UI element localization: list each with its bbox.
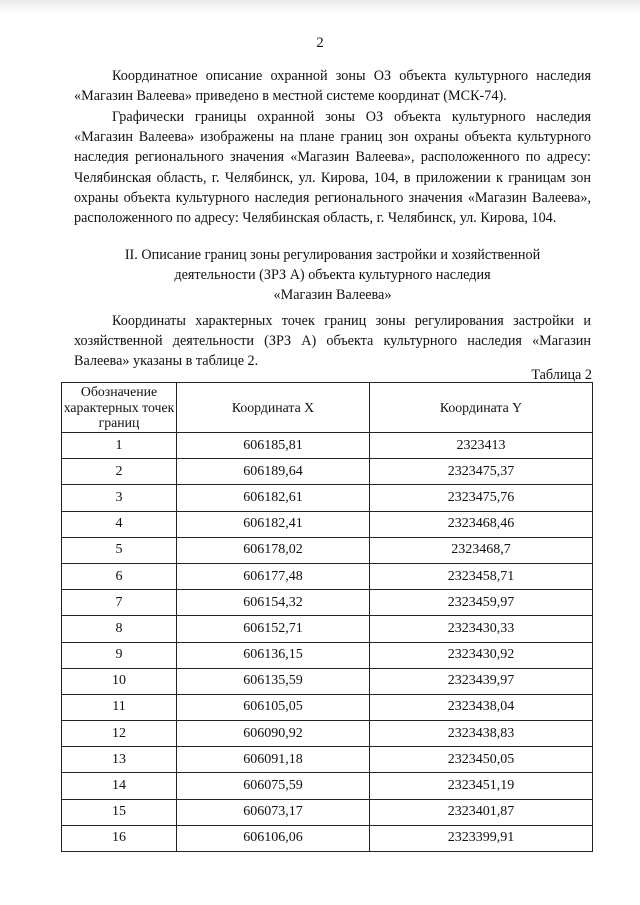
coordinates-table <box>61 382 593 852</box>
table-row <box>62 694 593 720</box>
point-number-cell: 5 <box>62 537 177 563</box>
coordinate-x-cell: 606154,32 <box>177 590 370 616</box>
coordinate-x-cell: 606135,59 <box>177 668 370 694</box>
table-row <box>62 485 593 511</box>
coordinate-y-cell: 2323458,71 <box>370 563 593 589</box>
coordinate-y-cell: 2323438,04 <box>370 694 593 720</box>
paragraph-table-reference: Координаты характерных точек границ зоны регулирования застройки и хозяйственной деятельности (ЗРЗ А) объекта культурного наследия «Магазин Валеева» указаны в таблице 2. <box>74 313 591 370</box>
point-number-cell: 7 <box>62 590 177 616</box>
coordinate-x-cell: 606105,05 <box>177 694 370 720</box>
table-row <box>62 773 593 799</box>
point-number-cell: 10 <box>62 668 177 694</box>
point-number-cell: 4 <box>62 511 177 537</box>
coordinate-x-cell: 606189,64 <box>177 459 370 485</box>
coordinate-y-cell: 2323468,46 <box>370 511 593 537</box>
point-number-cell: 13 <box>62 747 177 773</box>
coordinate-x-cell: 606178,02 <box>177 537 370 563</box>
section-heading <box>74 245 591 306</box>
table-row <box>62 459 593 485</box>
table-header-row <box>62 383 593 433</box>
table-row <box>62 747 593 773</box>
table-row <box>62 721 593 747</box>
coordinate-y-cell: 2323459,97 <box>370 590 593 616</box>
coordinate-y-cell: 2323439,97 <box>370 668 593 694</box>
point-number-cell: 2 <box>62 459 177 485</box>
point-number-cell: 11 <box>62 694 177 720</box>
table-row <box>62 563 593 589</box>
coordinate-x-cell: 606152,71 <box>177 616 370 642</box>
coordinate-y-cell: 2323451,19 <box>370 773 593 799</box>
coordinate-x-cell: 606177,48 <box>177 563 370 589</box>
point-number-cell: 1 <box>62 433 177 459</box>
coordinate-x-cell: 606075,59 <box>177 773 370 799</box>
table-row <box>62 799 593 825</box>
column-header-x: Координата X <box>177 383 370 433</box>
point-number-cell: 6 <box>62 563 177 589</box>
point-number-cell: 9 <box>62 642 177 668</box>
point-number-cell: 16 <box>62 825 177 851</box>
coordinate-x-cell: 606182,61 <box>177 485 370 511</box>
point-number-cell: 15 <box>62 799 177 825</box>
paragraph-graphic-boundaries: Графически границы охранной зоны ОЗ объекта культурного наследия «Магазин Валеева» изображены на плане границ зон охраны объекта культурного наследия регионального значения «Магазин Валеева», расположенного по адресу: Челябинская область, г. Челябинск, ул. Кирова, 104, в приложении к границам зон охраны объекта культурного наследия регионального значения «Магазин Валеева», расположенного по адресу: Челябинская область, г. Челябинск, ул. Кирова, 104. <box>74 109 591 227</box>
table-caption: Таблица 2 <box>531 367 592 383</box>
coordinate-x-cell: 606185,81 <box>177 433 370 459</box>
table-row <box>62 616 593 642</box>
paragraph-coordinate-description: Координатное описание охранной зоны ОЗ объекта культурного наследия «Магазин Валеева» приведено в местной системе координат (МСК-74). <box>74 68 591 105</box>
table-row <box>62 590 593 616</box>
page-number: 2 <box>316 35 324 51</box>
table-row <box>62 642 593 668</box>
coordinate-x-cell: 606091,18 <box>177 747 370 773</box>
table-row <box>62 433 593 459</box>
column-header-point: Обозначение характерных точек границ <box>62 383 177 433</box>
coordinate-x-cell: 606073,17 <box>177 799 370 825</box>
point-number-cell: 12 <box>62 721 177 747</box>
table-row <box>62 537 593 563</box>
coordinate-y-cell: 2323399,91 <box>370 825 593 851</box>
coordinate-x-cell: 606182,41 <box>177 511 370 537</box>
table-row <box>62 511 593 537</box>
column-header-y: Координата Y <box>370 383 593 433</box>
coordinate-y-cell: 2323475,37 <box>370 459 593 485</box>
section-heading-line: II. Описание границ зоны регулирования застройки и хозяйственной <box>124 247 541 263</box>
scan-edge-shadow <box>0 0 640 14</box>
coordinate-y-cell: 2323450,05 <box>370 747 593 773</box>
table-row <box>62 668 593 694</box>
coordinate-y-cell: 2323413 <box>370 433 593 459</box>
table-row <box>62 825 593 851</box>
point-number-cell: 14 <box>62 773 177 799</box>
coordinate-y-cell: 2323401,87 <box>370 799 593 825</box>
section-heading-line: «Магазин Валеева» <box>273 287 392 304</box>
coordinate-y-cell: 2323438,83 <box>370 721 593 747</box>
coordinate-y-cell: 2323430,33 <box>370 616 593 642</box>
coordinate-x-cell: 606090,92 <box>177 721 370 747</box>
coordinate-y-cell: 2323475,76 <box>370 485 593 511</box>
coordinate-x-cell: 606106,06 <box>177 825 370 851</box>
point-number-cell: 3 <box>62 485 177 511</box>
point-number-cell: 8 <box>62 616 177 642</box>
table-body <box>62 433 593 852</box>
coordinate-y-cell: 2323468,7 <box>370 537 593 563</box>
coordinate-x-cell: 606136,15 <box>177 642 370 668</box>
section-heading-line: деятельности (ЗРЗ А) объекта культурного наследия <box>174 267 491 284</box>
coordinate-y-cell: 2323430,92 <box>370 642 593 668</box>
